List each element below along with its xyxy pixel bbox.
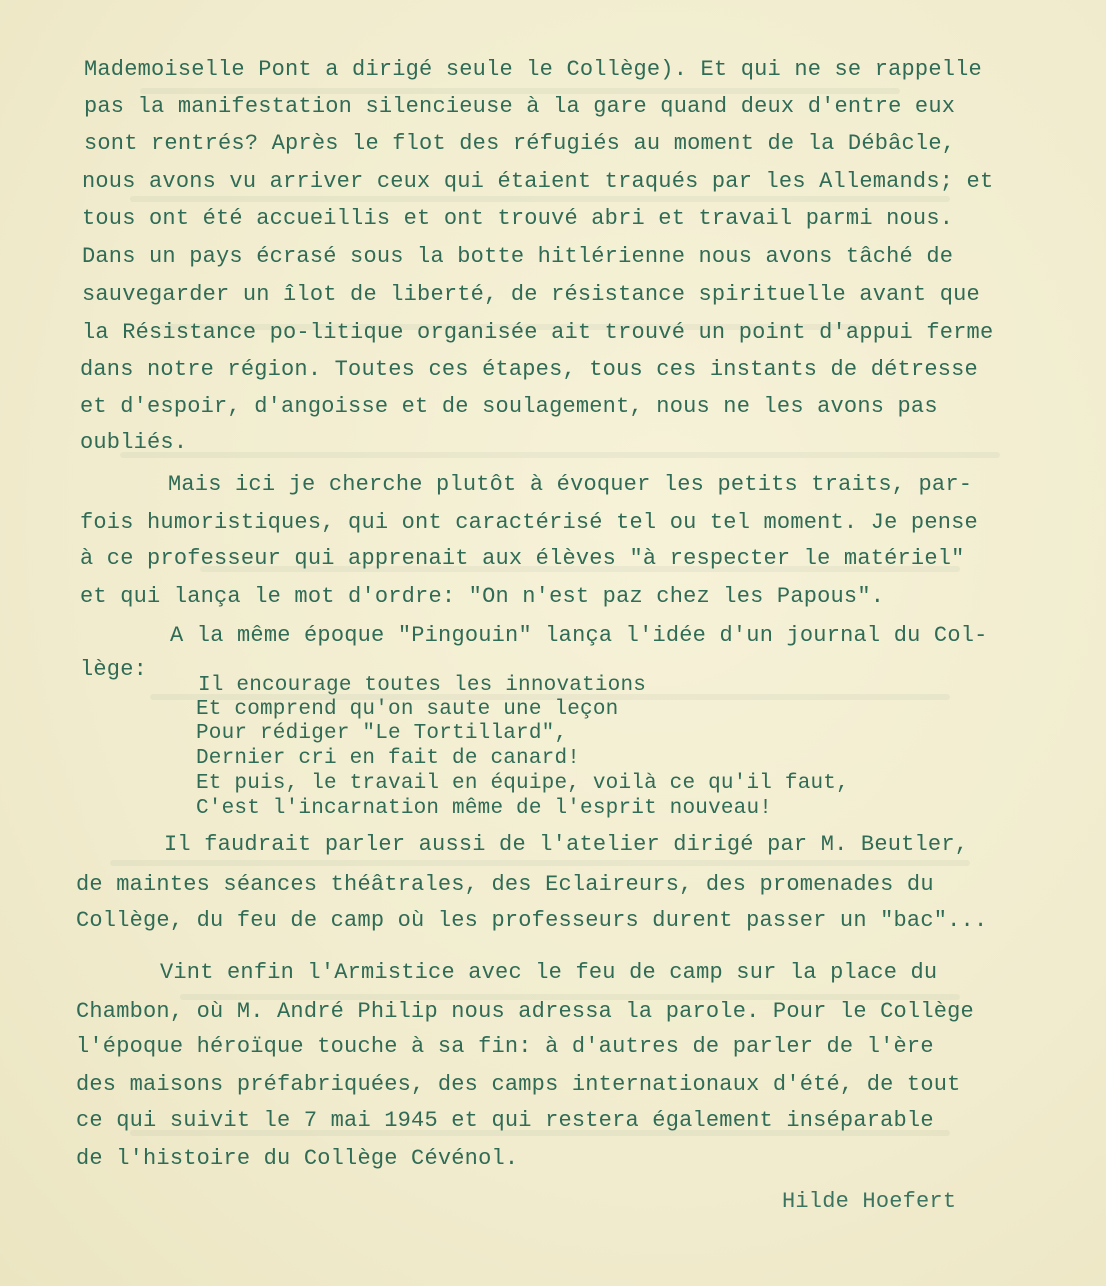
text-line: Mademoiselle Pont a dirigé seule le Collège). Et qui ne se rappelle bbox=[84, 57, 982, 82]
text-line: tous ont été accueillis et ont trouvé abri et travail parmi nous. bbox=[82, 206, 954, 231]
text-line: A la même époque "Pingouin" lança l'idée d'un journal du Col- bbox=[170, 623, 988, 648]
text-line: fois humoristiques, qui ont caractérisé tel ou tel moment. Je pense bbox=[80, 510, 978, 535]
text-line: à ce professeur qui apprenait aux élèves "à respecter le matériel" bbox=[80, 546, 965, 571]
author-signature: Hilde Hoefert bbox=[782, 1189, 957, 1214]
text-line: des maisons préfabriquées, des camps internationaux d'été, de tout bbox=[76, 1072, 961, 1097]
text-line: Mais ici je cherche plutôt à évoquer les petits traits, par- bbox=[168, 472, 973, 497]
text-line: Vint enfin l'Armistice avec le feu de camp sur la place du bbox=[160, 960, 938, 985]
text-line: et d'espoir, d'angoisse et de soulagement, nous ne les avons pas bbox=[80, 394, 938, 419]
text-line: Dans un pays écrasé sous la botte hitlérienne nous avons tâché de bbox=[82, 244, 954, 269]
text-line: et qui lança le mot d'ordre: "On n'est paz chez les Papous". bbox=[80, 584, 885, 609]
text-line: dans notre région. Toutes ces étapes, tous ces instants de détresse bbox=[80, 357, 978, 382]
text-line: sont rentrés? Après le flot des réfugiés au moment de la Débâcle, bbox=[84, 131, 956, 156]
poem-line: Dernier cri en fait de canard! bbox=[196, 747, 581, 770]
text-line: nous avons vu arriver ceux qui étaient traqués par les Allemands; et bbox=[82, 169, 994, 194]
text-line: Collège, du feu de camp où les professeurs durent passer un "bac"... bbox=[76, 908, 988, 933]
text-line: oubliés. bbox=[80, 430, 188, 455]
poem-line: Pour rédiger "Le Tortillard", bbox=[196, 722, 568, 745]
text-line: ce qui suivit le 7 mai 1945 et qui restera également inséparable bbox=[76, 1108, 934, 1133]
text-line: pas la manifestation silencieuse à la gare quand deux d'entre eux bbox=[84, 94, 956, 119]
text-line: sauvegarder un îlot de liberté, de résistance spirituelle avant que bbox=[82, 282, 980, 307]
poem-line: Et comprend qu'on saute une leçon bbox=[196, 698, 619, 721]
text-line: la Résistance po-litique organisée ait trouvé un point d'appui ferme bbox=[82, 320, 994, 345]
poem-line: Et puis, le travail en équipe, voilà ce qu'il faut, bbox=[196, 772, 849, 795]
text-line: Chambon, où M. André Philip nous adressa la parole. Pour le Collège bbox=[76, 999, 974, 1024]
text-line: Il faudrait parler aussi de l'atelier dirigé par M. Beutler, bbox=[164, 832, 969, 857]
text-line: l'époque héroïque touche à sa fin: à d'autres de parler de l'ère bbox=[76, 1034, 934, 1059]
text-line: de maintes séances théâtrales, des Eclaireurs, des promenades du bbox=[76, 872, 934, 897]
text-line: lège: bbox=[80, 657, 148, 682]
poem-line: C'est l'incarnation même de l'esprit nouveau! bbox=[196, 797, 773, 820]
poem-line: Il encourage toutes les innovations bbox=[198, 674, 647, 697]
text-line: de l'histoire du Collège Cévénol. bbox=[76, 1146, 519, 1171]
